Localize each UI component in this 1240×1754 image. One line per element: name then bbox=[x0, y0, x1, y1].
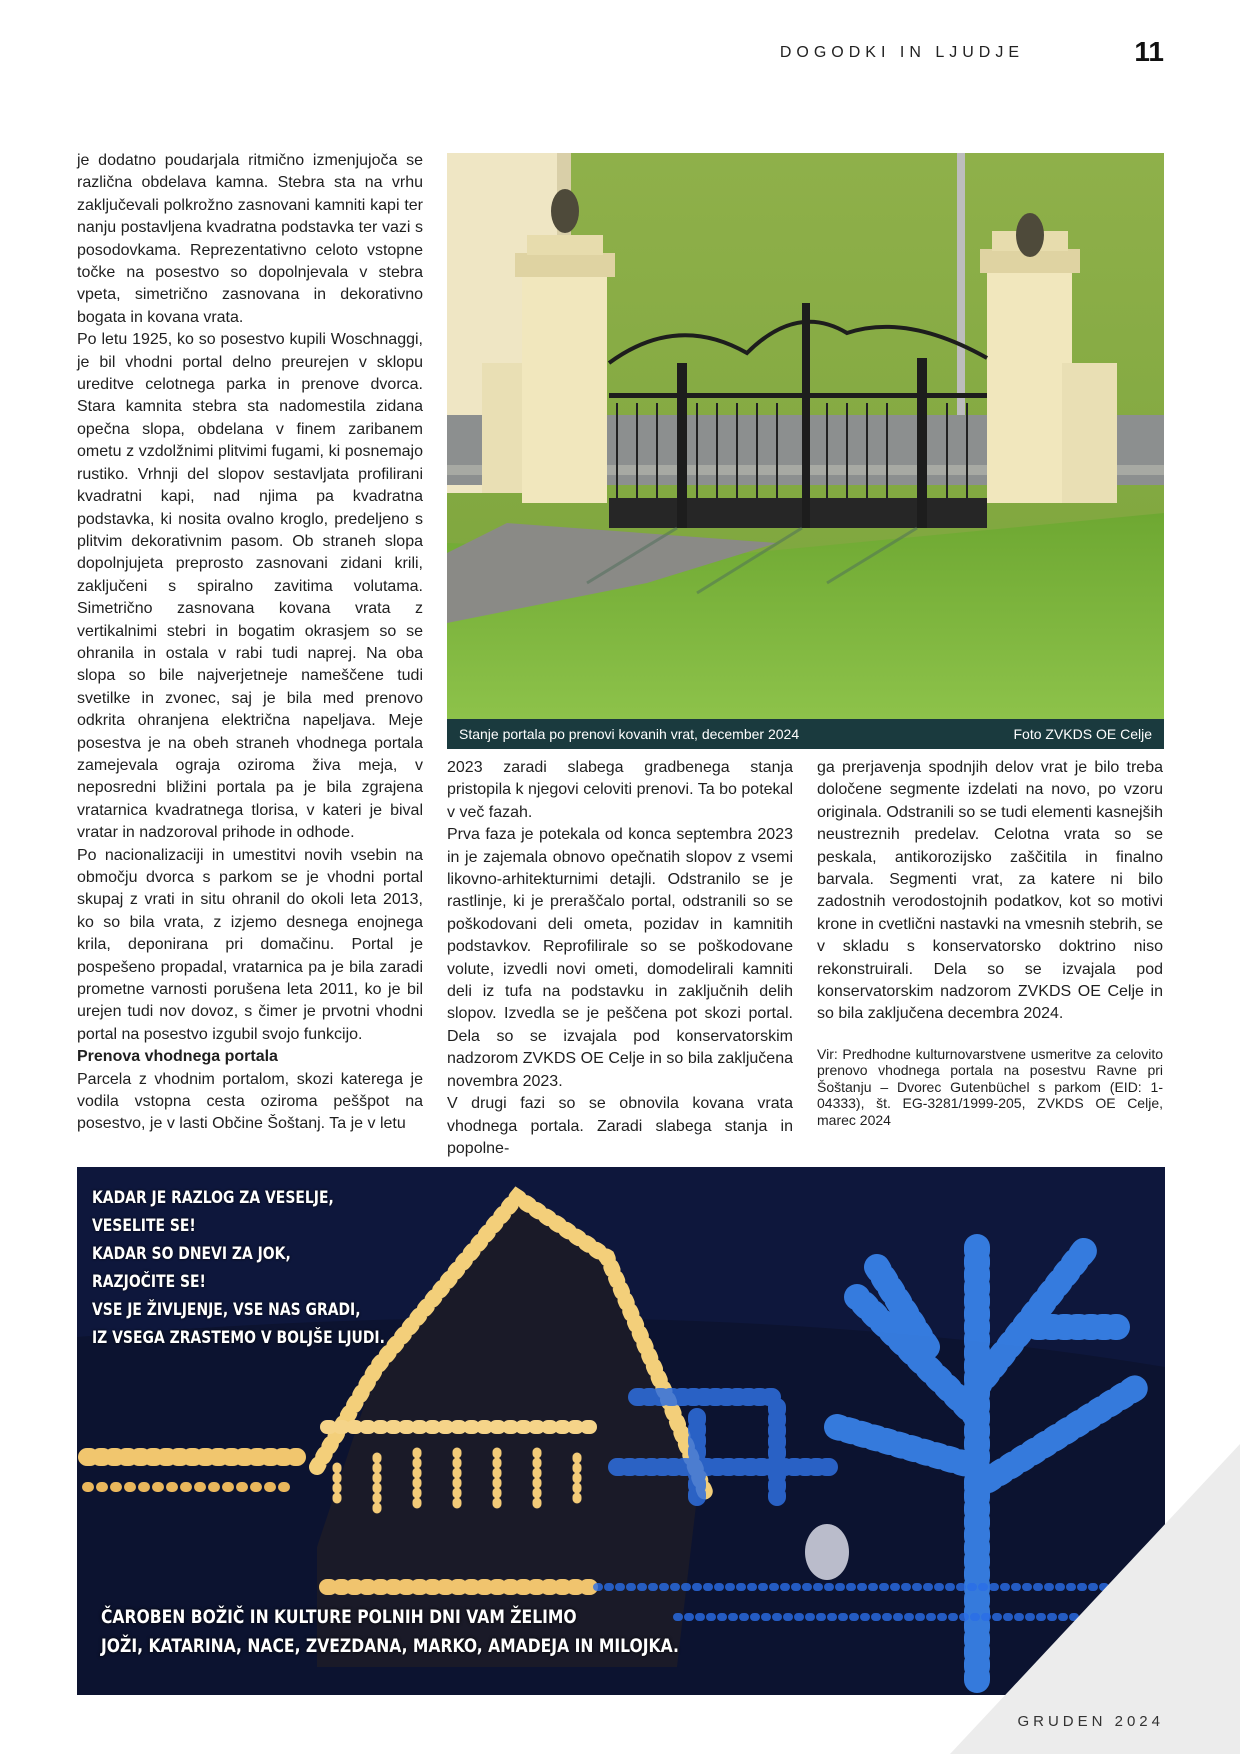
paragraph: Po letu 1925, ko so posestvo kupili Woschnaggi, je bil vhodni portal delno preurejen v sklopu ureditve celotnega parka in prenove dvorca. Stara kamnita stebra sta nadomestila zidana opečna slopa, obdelana v finem zaribanem ometu z vzdolžnimi plitvimi fugami, ki posnemajo rustiko. Vrhnji del slopov sestavljata profilirani kvadratni kapi, nad njima pa kvadratna podstavka, ki nosita ovalno kroglo, predeljeno s plitvim dekorativnim pasom. Ob straneh slopa dopolnjujeta preprosto zasnovani zidani krili, zaključeni s spiralno zavitima volutama. Simetrično zasnovana kovana vrata z vertikalnimi stebri in bogatim okrasjem so se ohranila in ostala v rabi tudi naprej. Na oba slopa so bile najverjetneje nameščene tudi svetilke in zvonec, saj je bila med prenovo odkrita ohranjena električna napeljava. Meje posestva je na obeh straneh vhodnega portala zamejevala ograja oziroma živa meja, v neposredni bližini portala pa je bila zgrajena vratarnica kvadratnega tlorisa, v kateri je bival vratar in nadzoroval prihode in odhode. bbox=[77, 331, 423, 842]
article-column-3 bbox=[817, 757, 1163, 1128]
issue-footer: GRUDEN 2024 bbox=[1017, 1713, 1164, 1730]
page-number: 11 bbox=[1134, 36, 1164, 67]
decorative-corner bbox=[950, 1444, 1240, 1754]
poem-text bbox=[92, 1184, 385, 1352]
holiday-greeting bbox=[101, 1603, 679, 1661]
page-header-section: DOGODKI IN LJUDJE bbox=[779, 44, 1024, 61]
poem-line: KADAR SO DNEVI ZA JOK, bbox=[92, 1244, 291, 1264]
paragraph: ga prerjavenja spodnjih delov vrat je bilo treba določene segmente izdelati na novo, po vzoru originala. Odstranili so se tudi elementi kasnejših neustreznih predelav. Celotna vrata so se peskala, antikorozijsko zaščitila in finalno barvala. Segmenti vrat, za katere ni bilo zadostnih verodostojnih podatkov, kot so motivi krone in cvetlični nastavki na vmesnih stebrih, se v skladu s konservatorsko doktrino niso rekonstruirali. Dela so se izvajala pod konservatorskim nadzorom ZVKDS OE Celje in so bila zaključena decembra 2024. bbox=[817, 759, 1163, 1023]
portal-gate-illustration bbox=[447, 153, 1164, 719]
portal-photo bbox=[447, 153, 1164, 749]
paragraph: Parcela z vhodnim portalom, skozi katerega je vodila vstopna cesta oziroma peššpot na posestvo, je v lasti Občine Šoštanj. Ta je v letu bbox=[77, 1070, 423, 1133]
poem-line: IZ VSEGA ZRASTEMO V BOLJŠE LJUDI. bbox=[92, 1328, 385, 1348]
article-column-1 bbox=[77, 150, 423, 1136]
source-note: Vir: Predhodne kulturnovarstvene usmeritve za celovito prenovo vhodnega portala na posestvu Ravne pri Šoštanju – Dvorec Gutenbüchel s parkom (EID: 1-04333), št. EG-3281/1999-205, ZVKDS OE Celje, marec 2024 bbox=[817, 1045, 1163, 1128]
poem-line: RAZJOČITE SE! bbox=[92, 1272, 206, 1292]
poem-line: VSE JE ŽIVLJENJE, VSE NAS GRADI, bbox=[92, 1300, 361, 1320]
paragraph: Prva faza je potekala od konca septembra 2023 in je zajemala obnovo opečnatih slopov z vsemi likovno-arhitekturnimi detajli. Odstranilo se je rastlinje, ki je preraščalo portal, odstranili so se poškodovani deli ometa, pozidav in kamnitih podstavkov. Reprofilirale so se poškodovane volute, izvedli novi ometi, domodelirali kamniti deli iz tufa na podstavku in zaključnih delih slopov. Izvedla se je peščena pot skozi portal. Dela so se izvajala pod konservatorskim nadzorom ZVKDS OE Celje in so bila zaključena novembra 2023. bbox=[447, 826, 793, 1090]
poem-line: VESELITE SE! bbox=[92, 1216, 196, 1236]
paragraph: je dodatno poudarjala ritmično izmenjujoča se različna obdelava kamna. Stebra sta na vrhu zaključevali polkrožno zasnovani kamniti kapi ter nanju postavljena kvadratna podstavka ter vazi s posodovkama. Reprezentativno celoto vstopne točke na posestvo so dopolnjevala v stebra vpeta, simetrično zasnovana in dekorativno bogata in kovana vrata. bbox=[77, 152, 423, 326]
photo-caption: Stanje portala po prenovi kovanih vrat, december 2024 bbox=[459, 726, 800, 742]
photo-credit: Foto ZVKDS OE Celje bbox=[1013, 726, 1152, 742]
greeting-line: ČAROBEN BOŽIČ IN KULTURE POLNIH DNI VAM ŽELIMO bbox=[101, 1606, 577, 1628]
paragraph: V drugi fazi so se obnovila kovana vrata vhodnega portala. Zaradi slabega stanja in popolne- bbox=[447, 1095, 793, 1157]
paragraph: Po nacionalizaciji in umestitvi novih vsebin na območju dvorca s parkom se je vhodni portal skupaj z vrati in situ ohranil do okoli leta 2013, ko so bila vrata, z izjemo desnega enojnega krila, deponirana pri domačinu. Portal je pospešeno propadal, vratarnica pa je bila zaradi prometne varnosti porušena leta 2011, ko je bil urejen tudi nov dovoz, s čimer je prvotni vhodni portal na posestvo izgubil svojo funkcijo. bbox=[77, 846, 423, 1043]
article-column-2 bbox=[447, 757, 793, 1160]
greeting-line: JOŽI, KATARINA, NACE, ZVEZDANA, MARKO, AMADEJA IN MILOJKA. bbox=[101, 1635, 679, 1657]
poem-line: KADAR JE RAZLOG ZA VESELJE, bbox=[92, 1188, 334, 1208]
photo-caption-bar bbox=[447, 719, 1164, 749]
paragraph: 2023 zaradi slabega gradbenega stanja pristopila k njegovi celoviti prenovi. Ta bo potekal v več fazah. bbox=[447, 759, 793, 821]
section-subheading: Prenova vhodnega portala bbox=[77, 1048, 278, 1066]
